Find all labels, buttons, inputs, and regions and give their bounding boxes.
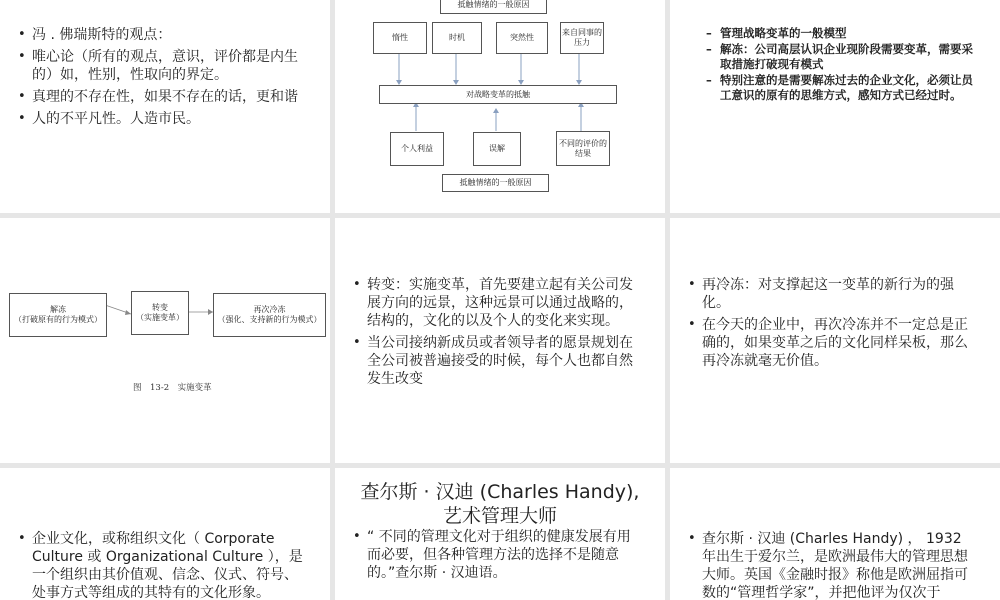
- bullet: • 唯心论（所有的观点，意识，评价都是内生的）如，性别，性取向的界定。: [18, 48, 303, 84]
- cause-box-timing: 时机: [432, 22, 482, 54]
- flow-box-subtitle: （实施变革）: [136, 313, 184, 322]
- cause-box-inertia: 惰性: [373, 22, 427, 54]
- figure-caption: 图 13-2 实施变革: [133, 383, 212, 393]
- slide-6-bullets: [688, 276, 970, 374]
- bullet: • 人的不平凡性。人造市民。: [18, 110, 303, 128]
- bullet: • 冯 . 佛瑞斯特的观点：: [18, 26, 303, 44]
- slide-title: 查尔斯 · 汉迪 (Charles Handy), 艺术管理大师: [360, 481, 640, 527]
- flow-box-subtitle: （打破原有的行为模式）: [14, 315, 102, 324]
- flow-box-unfreeze: [9, 293, 107, 337]
- cause-box-peer-pressure: 来自同事的压力: [560, 22, 604, 54]
- flow-box-title: 转变: [152, 303, 168, 312]
- list-item: – 解冻：公司高层认识企业现阶段需要变革，需要采取措施打破现有模式: [706, 42, 982, 72]
- lower-box-different-evaluation: 不同的评价的结果: [556, 131, 610, 166]
- bullet: • “ 不同的管理文化对于组织的健康发展有用而必要，但各种管理方法的选择不是随意的。”查尔斯 · 汉迪语。: [353, 528, 641, 582]
- flow-box-change: [131, 291, 189, 335]
- slide-8-bullets: [353, 528, 641, 586]
- bullet: • 真理的不存在性，如果不存在的话，更和谐: [18, 88, 303, 106]
- flow-box-subtitle: （强化、支持新的行为模式）: [217, 315, 322, 324]
- slide-5-bullets: [353, 276, 635, 392]
- center-resistance-box: 对战略变革的抵触: [379, 85, 617, 104]
- list-item: – 管理战略变革的一般模型: [706, 26, 982, 41]
- slide-5[interactable]: [335, 218, 665, 463]
- bullet: • 查尔斯 · 汉迪 (Charles Handy) ， 1932 年出生于爱尔兰，是欧洲最伟大的管理思想大师。英国《金融时报》称他是欧洲屈指可数的“管理哲学家”，并把他评为仅次于: [688, 530, 978, 600]
- slide-7-bullets: [18, 530, 308, 600]
- flow-box-title: 解冻: [50, 305, 66, 314]
- list-item: – 特别注意的是需要解冻过去的企业文化，必须让员工意识的原有的思维方式，感知方式已经过时。: [706, 73, 982, 103]
- bullet: • 企业文化，或称组织文化（ Corporate Culture 或 Organizational Culture ），是一个组织由其价值观、信念、仪式、符号、处事方式等组成的其特有的文化形象。: [18, 530, 308, 600]
- bottom-label-box: 抵触情绪的一般原因: [442, 174, 549, 192]
- slide-3-list: [706, 26, 982, 104]
- flow-box-title: 再次冷冻: [253, 305, 286, 314]
- slide-8[interactable]: [335, 468, 665, 600]
- cause-box-suddenness: 突然性: [496, 22, 548, 54]
- top-label-box: 抵触情绪的一般原因: [440, 0, 547, 14]
- bullet: • 在今天的企业中，再次冷冻并不一定总是正确的，如果变革之后的文化同样呆板，那么再冷冻就毫无价值。: [688, 316, 970, 370]
- flow-connectors: [0, 218, 330, 463]
- bullet: • 当公司接纳新成员或者领导者的愿景规划在全公司被普遍接受的时候，每个人也都自然发生改变: [353, 334, 635, 388]
- slide-4[interactable]: [0, 218, 330, 463]
- flow-box-refreeze: [213, 293, 326, 337]
- slide-3[interactable]: [670, 0, 1000, 213]
- slide-2[interactable]: [335, 0, 665, 213]
- bullet: • 转变：实施变革，首先要建立起有关公司发展方向的远景，这种远景可以通过战略的，结构的，文化的以及个人的变化来实现。: [353, 276, 635, 330]
- slide-6[interactable]: [670, 218, 1000, 463]
- lower-box-misunderstanding: 误解: [473, 132, 521, 166]
- lower-box-personal-interest: 个人利益: [390, 132, 444, 166]
- bullet: • 再冷冻：对支撑起这一变革的新行为的强化。: [688, 276, 970, 312]
- slide-9[interactable]: [670, 468, 1000, 600]
- slide-1-bullets: [18, 26, 303, 132]
- slide-9-bullets: [688, 530, 978, 600]
- slide-7[interactable]: [0, 468, 330, 600]
- slide-1[interactable]: [0, 0, 330, 213]
